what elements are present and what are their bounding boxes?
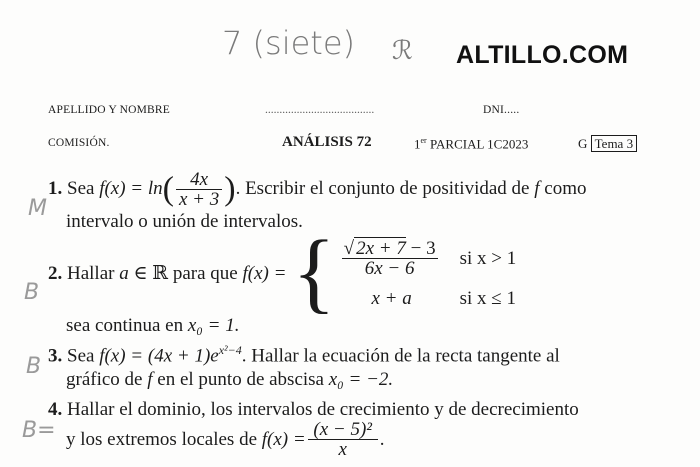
margin-mark-q4: B= [22,418,56,443]
piecewise-cases [340,233,517,313]
question-text: Hallar el dominio, los intervalos de crecimiento y de decrecimiento [67,399,579,420]
question-number: 2. [48,262,63,284]
margin-mark-q3: B [26,354,42,379]
theme-block [578,136,637,152]
question-3-line-2 [66,370,393,389]
variable: f [147,369,153,390]
question-2-line-2 [66,316,240,335]
question-4-line-2 [66,420,384,459]
question-2-line-1 [48,223,517,322]
question-text: como [544,177,587,199]
question-text: Sea [67,177,95,199]
theme-box: Tema 3 [591,135,637,152]
exam-label [414,136,528,152]
formula: f(x) = [242,262,287,284]
fraction-denominator: 6x − 6 [342,258,438,278]
case-expression: x + a [371,287,412,309]
question-text: Hallar [67,262,115,284]
group-letter: G [578,136,588,151]
question-number: 1. [48,177,63,199]
commission-label: COMISIÓN. [48,137,110,149]
margin-mark-q1: M [28,196,47,221]
paren-close: ) [224,170,236,208]
question-1-line-2: intervalo o unión de intervalos. [66,211,303,232]
fraction-numerator: (x − 5)² [313,419,372,440]
question-1-line-1 [48,170,586,209]
formula: x₀ = 1. [187,315,240,336]
case-1 [340,233,517,283]
question-text: gráfico de [66,369,143,390]
variable: f [534,177,540,199]
margin-mark-q2: B [24,280,40,305]
fraction [176,170,222,209]
fraction-numerator: √ 2x + 7 − 3 [343,237,436,259]
question-text: y los extremos locales de [66,429,258,450]
cases-brace: { [292,223,336,322]
case-2 [340,283,517,313]
exam-name: PARCIAL 1C2023 [429,136,529,152]
question-4-line-1 [48,400,579,419]
formula: f(x) = ln [99,177,163,199]
question-text: Sea [67,345,95,367]
fraction [342,239,438,278]
dni-label: DNI..... [483,104,520,116]
question-text: sea continua en [66,315,184,336]
formula-tail: . [379,429,385,450]
paren-open: ( [162,170,174,208]
question-text: . Escribir el conjunto de positividad de [235,177,530,199]
case-condition: si x > 1 [459,247,517,269]
question-text: . Hallar la ecuación de la recta tangente al [241,345,560,367]
handwritten-grade: 7 (siete) [222,24,355,62]
fraction-denominator: x [308,439,378,459]
question-text: ∈ ℝ para que [133,262,238,284]
exponent: x²−4 [218,343,242,357]
course-title: ANÁLISIS 72 [282,134,372,150]
exam-ordinal: 1 [414,136,421,152]
site-logo: ALTILLO.COM [456,41,629,69]
formula: x₀ = −2. [328,369,394,390]
question-number: 3. [48,345,63,367]
question-3-line-1 [48,344,560,365]
sqrt-radicand: 2x + 7 [356,237,406,259]
question-number: 4. [48,399,63,420]
handwritten-signature: ℛ [392,36,413,66]
variable: a [119,262,129,284]
fraction-numerator: 4x [190,169,209,190]
formula: f(x) = (4x + 1)e [99,345,219,367]
name-label: APELLIDO Y NOMBRE [48,104,171,116]
numerator-tail: − 3 [410,237,436,259]
fraction-denominator: x + 3 [176,189,222,209]
question-text: en el punto de abscisa [157,369,324,390]
formula: f(x) = [261,429,306,450]
exam-ordinal-sup: er [420,136,427,145]
name-field-dots: ...................................... [265,104,375,116]
fraction [308,420,378,459]
case-condition: si x ≤ 1 [459,287,516,309]
